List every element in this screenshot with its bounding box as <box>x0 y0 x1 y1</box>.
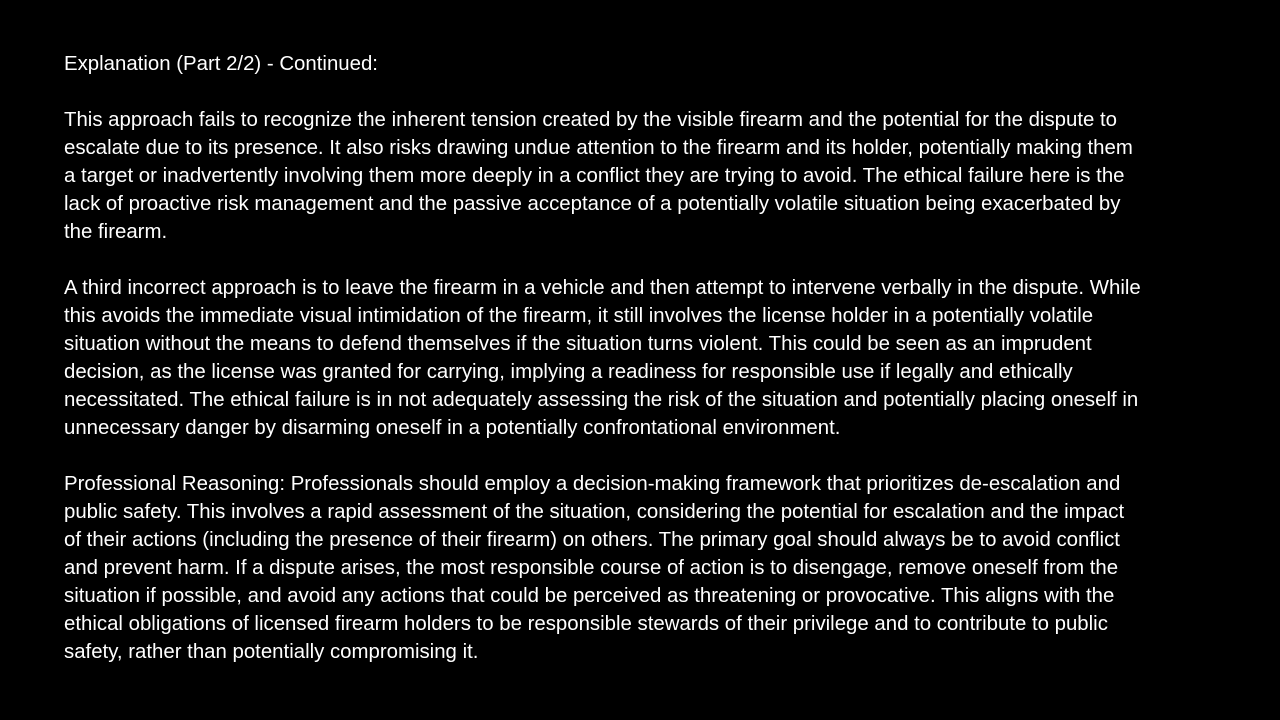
text-line: of their actions (including the presence of their firearm) on others. The primary goal should always be to avoid conflict <box>64 529 1120 551</box>
text-line: A third incorrect approach is to leave the firearm in a vehicle and then attempt to intervene verbally in the dispute. While <box>64 277 1141 299</box>
text-line: necessitated. The ethical failure is in not adequately assessing the risk of the situation and potentially placing oneself in <box>64 389 1139 411</box>
text-line: lack of proactive risk management and the passive acceptance of a potentially volatile situation being exacerbated by <box>64 193 1121 215</box>
document-page <box>64 50 1224 694</box>
text-line: situation if possible, and avoid any actions that could be perceived as threatening or provocative. This aligns with the <box>64 585 1115 607</box>
text-line: Professional Reasoning: Professionals should employ a decision-making framework that prioritizes de-escalation and <box>64 473 1121 495</box>
paragraph-professional-reasoning <box>64 470 1224 666</box>
text-line: safety, rather than potentially compromising it. <box>64 641 479 663</box>
text-line: ethical obligations of licensed firearm holders to be responsible stewards of their privilege and to contribute to public <box>64 613 1108 635</box>
text-line: public safety. This involves a rapid assessment of the situation, considering the potential for escalation and the impact <box>64 501 1125 523</box>
text-line: escalate due to its presence. It also risks drawing undue attention to the firearm and its holder, potentially making them <box>64 137 1133 159</box>
text-line: This approach fails to recognize the inherent tension created by the visible firearm and the potential for the dispute to <box>64 109 1118 131</box>
text-line: the firearm. <box>64 221 168 243</box>
paragraph-second-approach <box>64 106 1224 246</box>
text-line: unnecessary danger by disarming oneself in a potentially confrontational environment. <box>64 417 841 439</box>
text-line: situation without the means to defend themselves if the situation turns violent. This could be seen as an imprudent <box>64 333 1092 355</box>
text-line: and prevent harm. If a dispute arises, the most responsible course of action is to disengage, remove oneself from the <box>64 557 1119 579</box>
paragraph-third-approach <box>64 274 1224 442</box>
page-title: Explanation (Part 2/2) - Continued: <box>64 53 378 75</box>
text-line: this avoids the immediate visual intimidation of the firearm, it still involves the license holder in a potentially volatile <box>64 305 1094 327</box>
text-line: decision, as the license was granted for carrying, implying a readiness for responsible use if legally and ethically <box>64 361 1073 383</box>
text-line: a target or inadvertently involving them more deeply in a conflict they are trying to avoid. The ethical failure here is the <box>64 165 1125 187</box>
